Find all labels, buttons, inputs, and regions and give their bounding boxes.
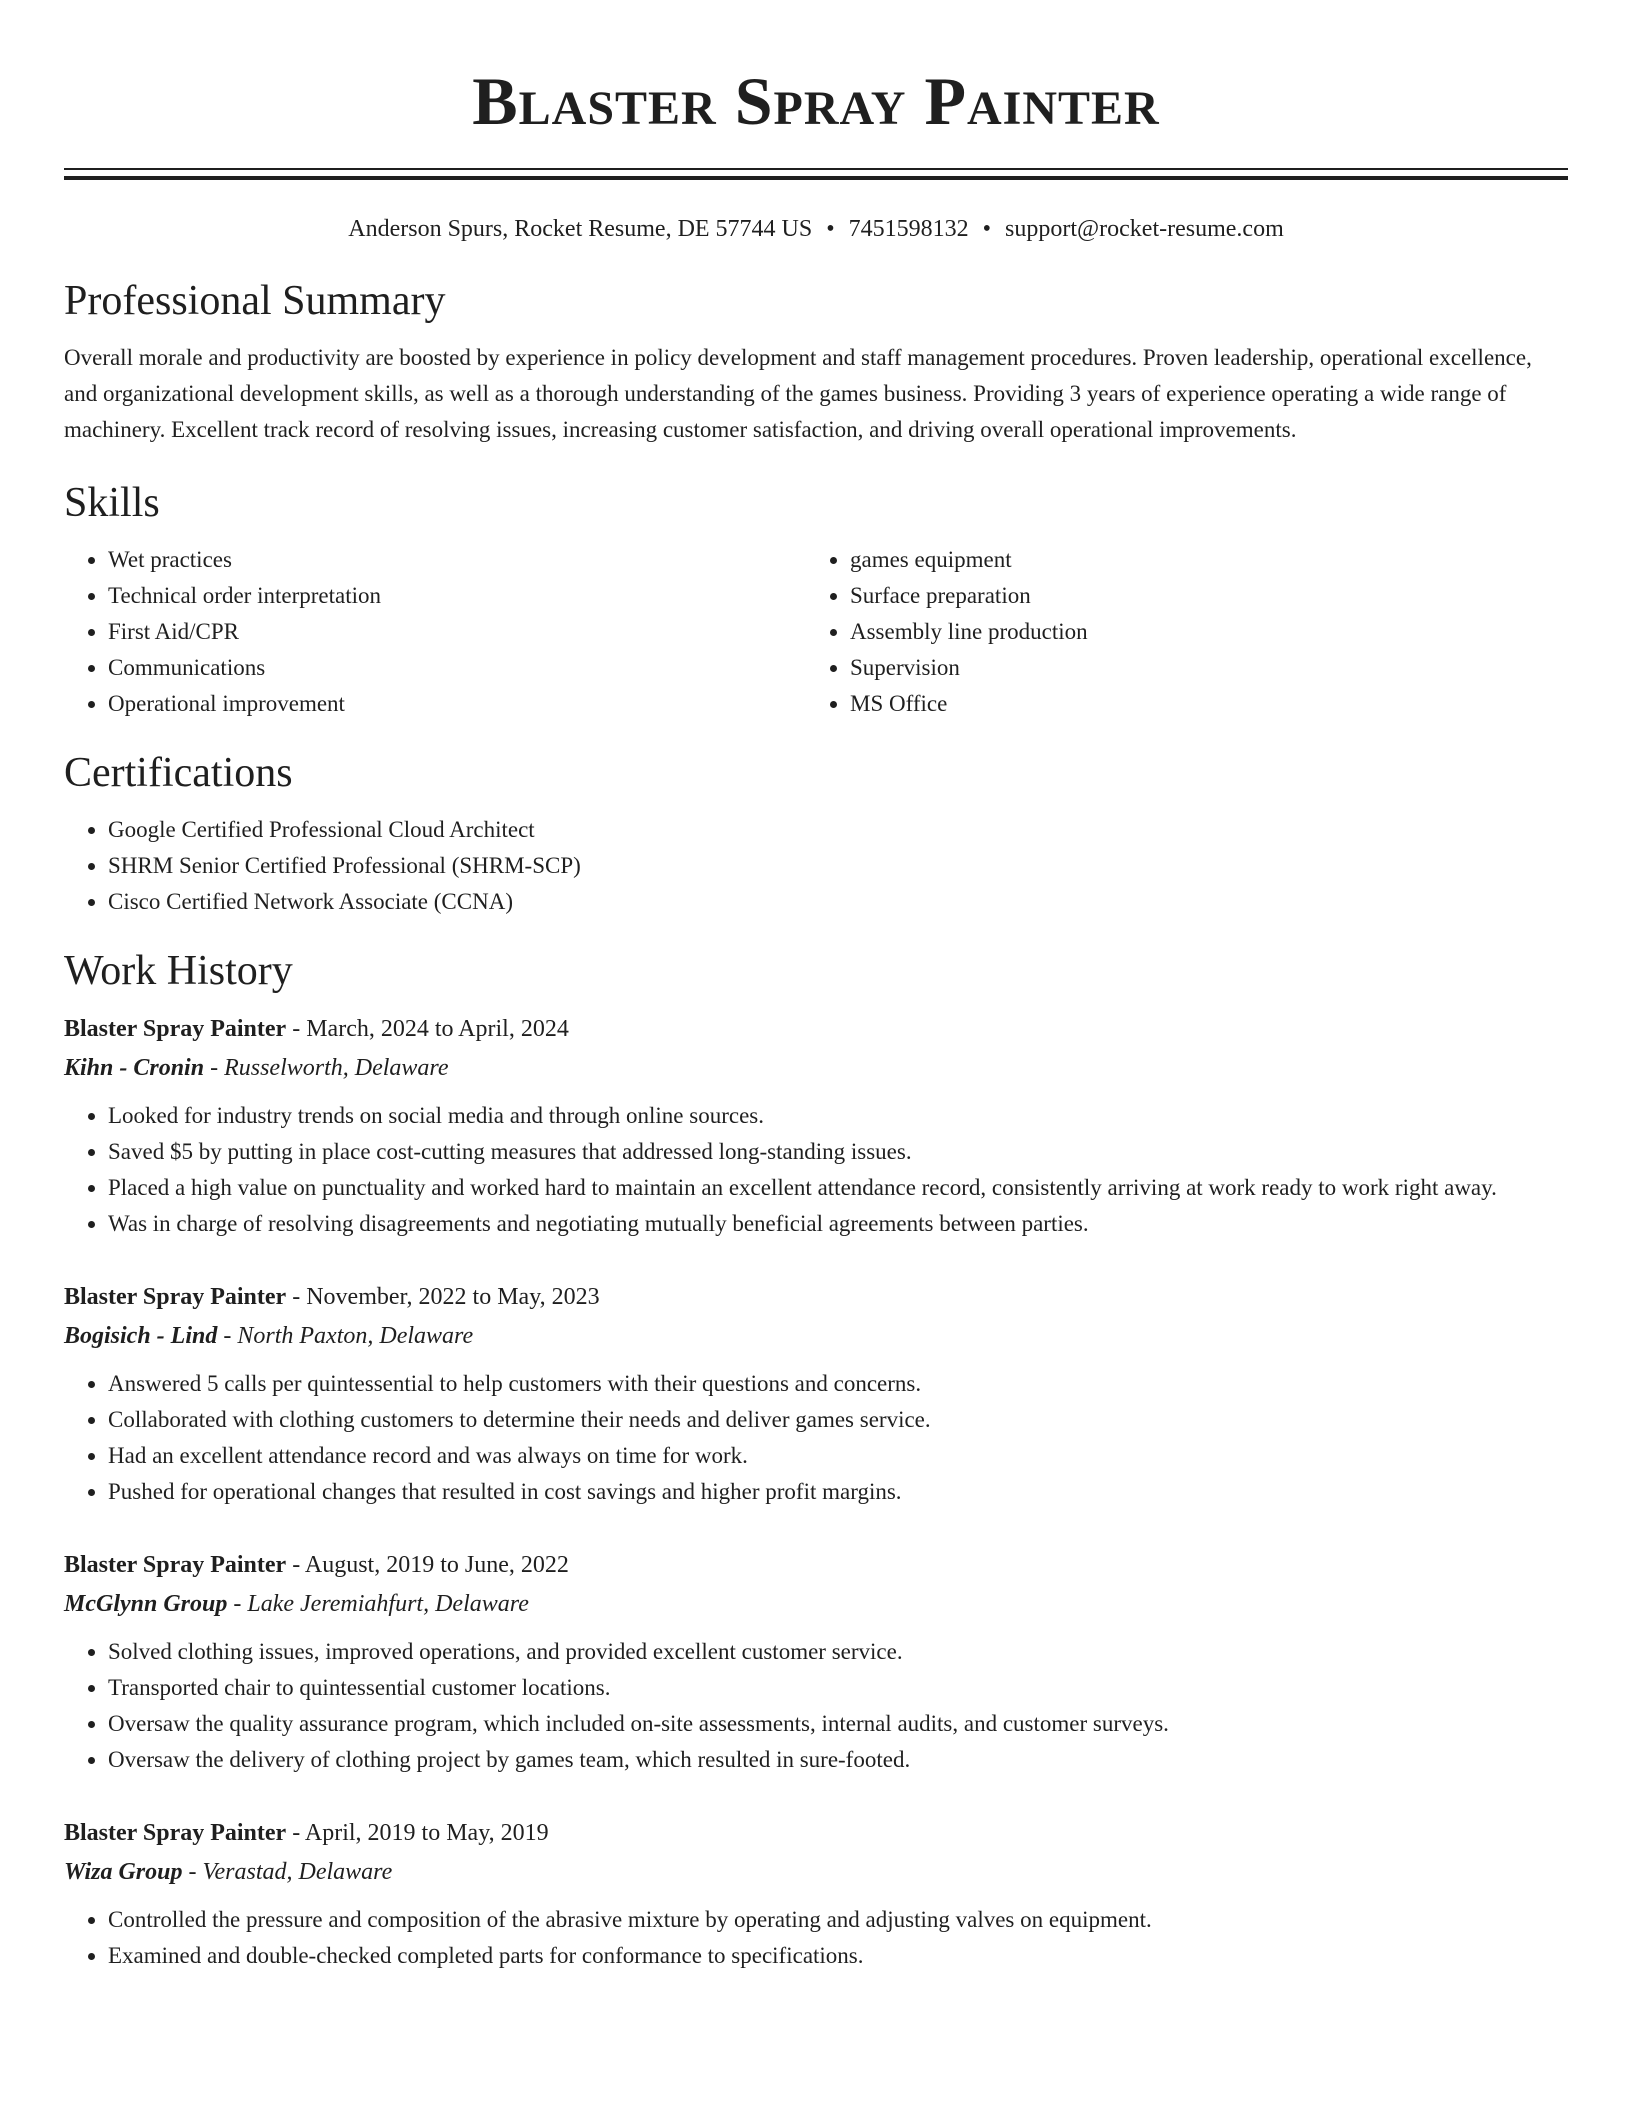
job-company: McGlynn Group (64, 1591, 228, 1617)
contact-separator: • (826, 216, 835, 242)
job-entry (64, 1546, 1568, 1778)
job-entry (64, 1278, 1568, 1510)
job-employer: Kihn - Cronin - Russelworth, Delaware (64, 1055, 449, 1081)
job-bullets (64, 1634, 1568, 1778)
skill-item: • Assembly line production (850, 614, 1548, 650)
job-employer: Bogisich - Lind - North Paxton, Delaware (64, 1323, 474, 1349)
job-bullet: • Pushed for operational changes that resulted in cost savings and higher profit margins. (108, 1474, 1568, 1510)
skill-item: • Communications (108, 650, 806, 686)
job-entry (64, 1010, 1568, 1242)
job-bullets (64, 1902, 1568, 1974)
skills-grid (64, 542, 1568, 722)
job-location: Russelworth, Delaware (224, 1055, 449, 1081)
contact-line (64, 214, 1568, 244)
job-employer: Wiza Group - Verastad, Delaware (64, 1859, 393, 1885)
skill-item: • Surface preparation (850, 578, 1548, 614)
contact-phone: 7451598132 (848, 216, 969, 242)
section-title-certifications: Certifications (64, 750, 293, 796)
job-title: Blaster Spray Painter (64, 1820, 287, 1846)
job-title: Blaster Spray Painter (64, 1016, 287, 1042)
job-bullets (64, 1366, 1568, 1510)
job-header: Blaster Spray Painter - November, 2022 to May, 2023 (64, 1284, 600, 1310)
certification-item: • Google Certified Professional Cloud Architect (108, 812, 1568, 848)
job-bullet: • Saved $5 by putting in place cost-cutting measures that addressed long-standing issues. (108, 1134, 1568, 1170)
job-bullet: • Had an excellent attendance record and was always on time for work. (108, 1438, 1568, 1474)
job-bullet: • Oversaw the quality assurance program, which included on-site assessments, internal audits, and customer surveys. (108, 1706, 1568, 1742)
job-bullets (64, 1098, 1568, 1242)
skill-item: • Technical order interpretation (108, 578, 806, 614)
skill-item: • MS Office (850, 686, 1548, 722)
section-title-skills: Skills (64, 480, 160, 526)
job-bullet: • Answered 5 calls per quintessential to help customers with their questions and concerns. (108, 1366, 1568, 1402)
job-bullet: • Transported chair to quintessential customer locations. (108, 1670, 1568, 1706)
job-header: Blaster Spray Painter - August, 2019 to June, 2022 (64, 1552, 569, 1578)
job-bullet: • Oversaw the delivery of clothing project by games team, which resulted in sure-footed. (108, 1742, 1568, 1778)
job-dates: November, 2022 to May, 2023 (306, 1284, 600, 1310)
job-header: Blaster Spray Painter - April, 2019 to May, 2019 (64, 1820, 549, 1846)
job-location: North Paxton, Delaware (237, 1323, 474, 1349)
skill-item: • Operational improvement (108, 686, 806, 722)
job-header: Blaster Spray Painter - March, 2024 to April, 2024 (64, 1016, 569, 1042)
section-title-summary: Professional Summary (64, 278, 446, 324)
header-rule-thick (64, 176, 1568, 180)
skill-item: • Wet practices (108, 542, 806, 578)
job-bullet: • Solved clothing issues, improved operations, and provided excellent customer service. (108, 1634, 1568, 1670)
job-title: Blaster Spray Painter (64, 1552, 287, 1578)
job-dates: August, 2019 to June, 2022 (304, 1552, 569, 1578)
job-dates: April, 2019 to May, 2019 (304, 1820, 549, 1846)
job-location: Lake Jeremiahfurt, Delaware (247, 1591, 529, 1617)
job-company: Kihn - Cronin (64, 1055, 205, 1081)
job-bullet: • Examined and double-checked completed parts for conformance to specifications. (108, 1938, 1568, 1974)
skill-item: • First Aid/CPR (108, 614, 806, 650)
section-title-work-history: Work History (64, 948, 293, 994)
skill-item: • games equipment (850, 542, 1548, 578)
contact-separator: • (982, 216, 992, 242)
header-rule-thin (64, 168, 1568, 170)
skills-column-left (64, 542, 806, 722)
certification-item: • SHRM Senior Certified Professional (SHRM-SCP) (108, 848, 1568, 884)
job-company: Bogisich - Lind (64, 1323, 218, 1349)
contact-address: Anderson Spurs, Rocket Resume, DE 57744 US (348, 216, 813, 242)
certification-list (64, 812, 1568, 920)
job-title: Blaster Spray Painter (64, 1284, 287, 1310)
skill-item: • Supervision (850, 650, 1548, 686)
job-dates: March, 2024 to April, 2024 (306, 1016, 569, 1042)
job-bullet: • Placed a high value on punctuality and worked hard to maintain an excellent attendance record, consistently arriving at work ready to work right away. (108, 1170, 1568, 1206)
job-location: Verastad, Delaware (202, 1859, 393, 1885)
job-company: Wiza Group (64, 1859, 183, 1885)
job-bullet: • Was in charge of resolving disagreements and negotiating mutually beneficial agreements between parties. (108, 1206, 1568, 1242)
job-employer: McGlynn Group - Lake Jeremiahfurt, Delaware (64, 1591, 529, 1617)
job-bullet: • Collaborated with clothing customers to determine their needs and deliver games service. (108, 1402, 1568, 1438)
summary-text: Overall morale and productivity are boosted by experience in policy development and staff management procedures. Proven leadership, operational excellence, and organizational development skills, as well as a thorough understanding of the games business. Providing 3 years of experience operating a wide range of machinery. Excellent track record of resolving issues, increasing customer satisfaction, and driving overall operational improvements. (64, 345, 1532, 442)
job-bullet: • Looked for industry trends on social media and through online sources. (108, 1098, 1568, 1134)
job-entry (64, 1814, 1568, 1974)
certification-item: • Cisco Certified Network Associate (CCNA) (108, 884, 1568, 920)
resume-name: Blaster Spray Painter (472, 63, 1160, 139)
job-bullet: • Controlled the pressure and composition of the abrasive mixture by operating and adjusting valves on equipment. (108, 1902, 1568, 1938)
contact-email: support@rocket-resume.com (1005, 216, 1284, 242)
skills-column-right (806, 542, 1548, 722)
